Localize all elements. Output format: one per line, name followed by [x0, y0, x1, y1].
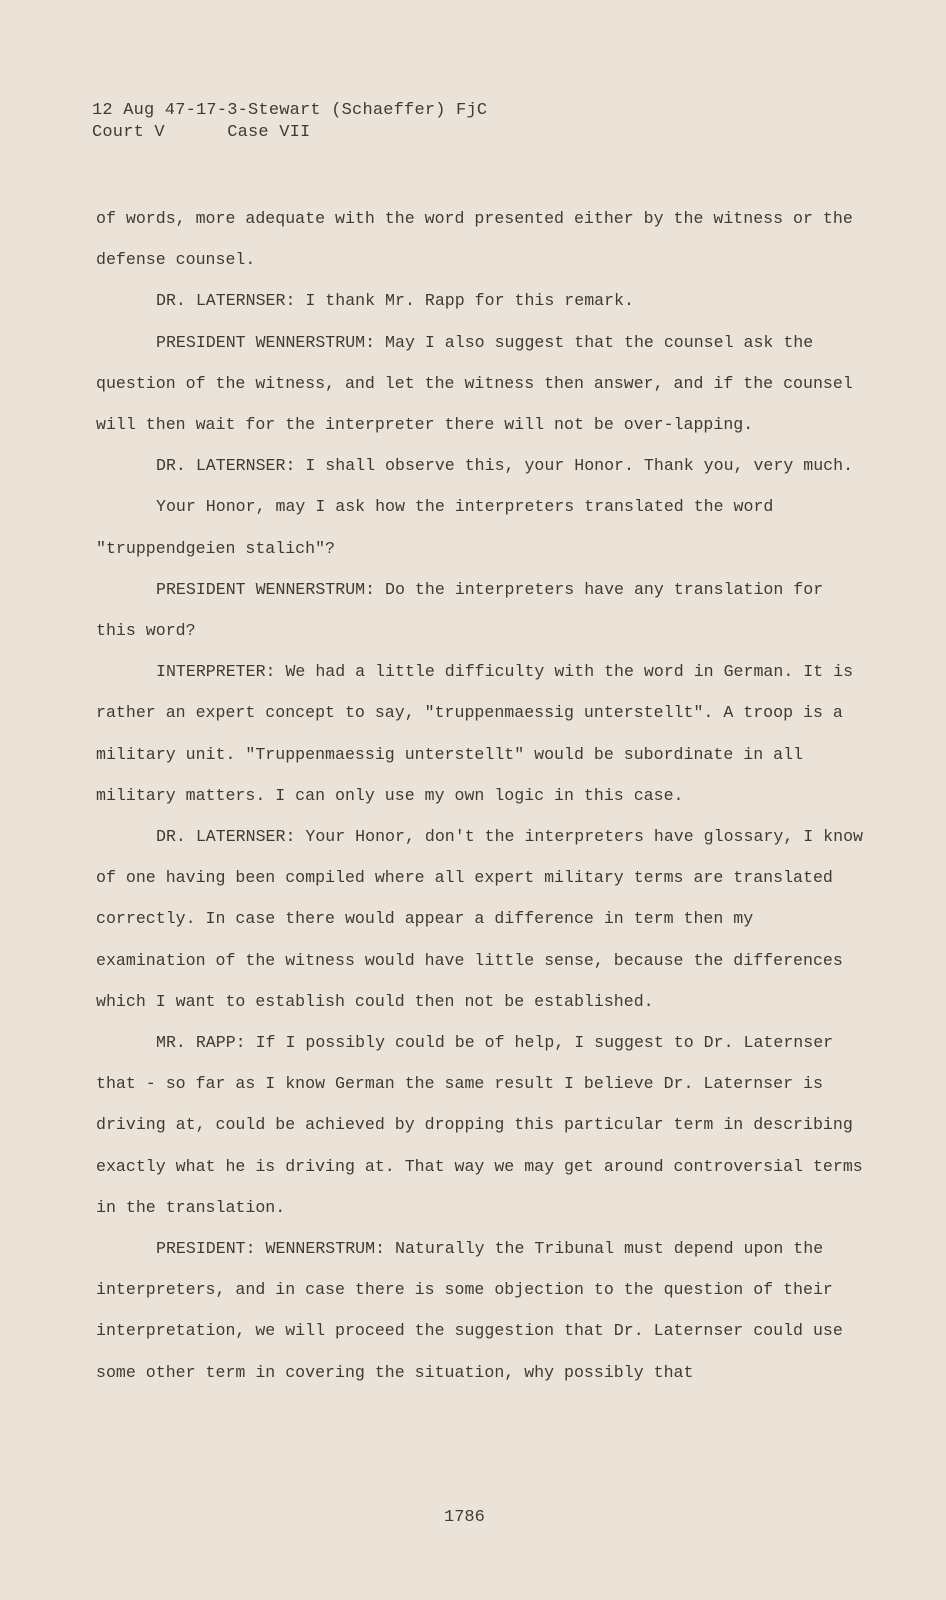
paragraph: DR. LATERNSER: I thank Mr. Rapp for this remark.	[156, 291, 634, 311]
paragraph: Your Honor, may I ask how the interpreters translated the word "truppendgeien stalich"?	[96, 497, 774, 558]
paragraph: DR. LATERNSER: I shall observe this, your Honor. Thank you, very much.	[156, 456, 854, 476]
header-line-1: 12 Aug 47-17-3-Stewart (Schaeffer) FjC	[92, 101, 488, 120]
paragraph: PRESIDENT WENNERSTRUM: Do the interpreters have any translation for this word?	[96, 579, 824, 641]
transcript-body	[96, 198, 866, 1393]
document-header	[92, 100, 487, 144]
paragraph: MR. RAPP: If I possibly could be of help, I suggest to Dr. Laternser that - so far as I know German the same result I believe Dr. Laternser is driving at, could be achieved by dropping this particular term in describing exactly what he is driving at. That way we may get around controversial terms in the translation.	[96, 1033, 863, 1217]
paragraph: INTERPRETER: We had a little difficulty with the word in German. It is rather an expert concept to say, "truppenmaessig unterstellt". A troop is a military unit. "Truppenmaessig unterstellt" would be subordinate in all military matters. I can only use my own logic in this case.	[96, 662, 854, 805]
paragraph: of words, more adequate with the word presented either by the witness or the defense counsel.	[96, 209, 853, 270]
paragraph: DR. LATERNSER: Your Honor, don't the interpreters have glossary, I know of one having been compiled where all expert military terms are translated correctly. In case there would appear a difference in term then my examination of the witness would have little sense, because the differences which I want to establish could then not be established.	[96, 827, 864, 1011]
page-number: 1786	[444, 1508, 485, 1527]
header-line-2: Court V Case VII	[92, 123, 311, 142]
paragraph: PRESIDENT WENNERSTRUM: May I also suggest that the counsel ask the question of the witness, and let the witness then answer, and if the counsel will then wait for the interpreter there will not be over-lapping.	[96, 332, 853, 435]
paragraph: PRESIDENT: WENNERSTRUM: Naturally the Tribunal must depend upon the interpreters, and in case there is some objection to the question of their interpretation, we will proceed the suggestion that Dr. Laternser could use some other term in covering the situation, why possibly that	[96, 1239, 843, 1382]
